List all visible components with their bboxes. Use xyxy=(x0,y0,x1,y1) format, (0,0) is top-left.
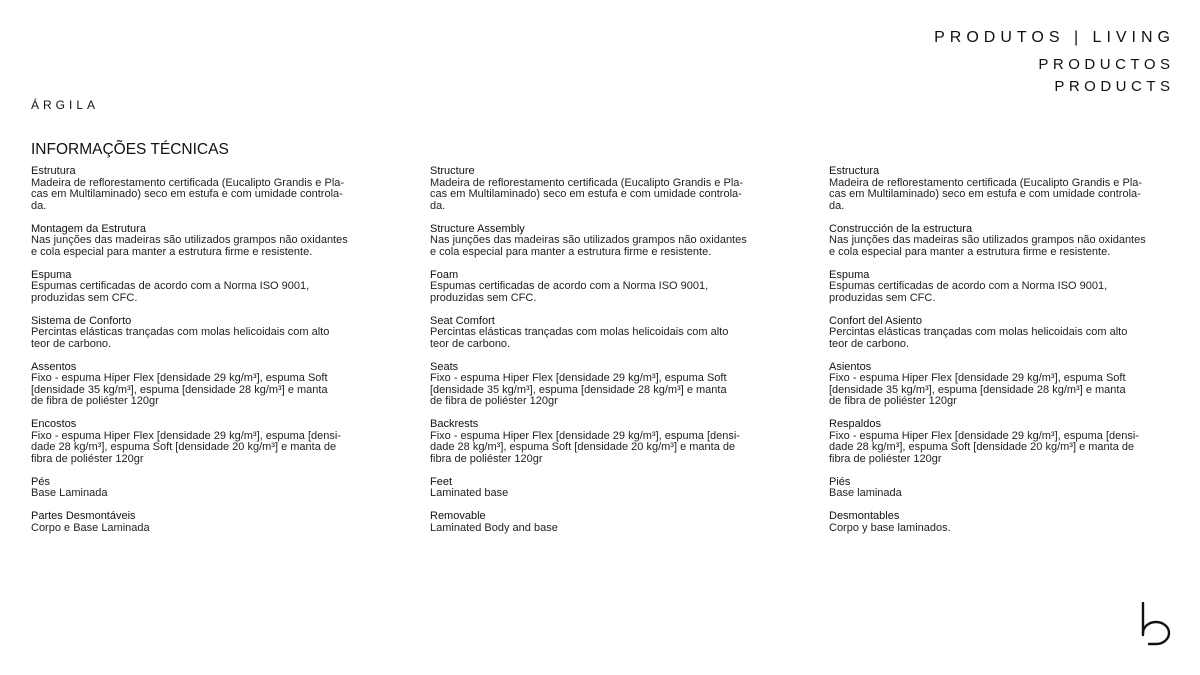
spec-item-foam xyxy=(430,270,775,305)
spec-item-seats xyxy=(430,362,775,408)
spec-text: Percintas elásticas trançadas com molas helicoidais com alto teor de carbono. xyxy=(430,326,729,350)
spec-item-structure xyxy=(31,166,376,212)
spec-text: Base Laminada xyxy=(31,487,108,499)
spec-title: Estrutura xyxy=(31,165,76,177)
spec-text: Fixo - espuma Hiper Flex [densidade 29 kg/m³], espuma [densi- dade 28 kg/m³], espuma Soft [densidade 20 kg/m³] e manta de fibra de poliéster 120gr xyxy=(829,429,1139,465)
spec-item-backrests xyxy=(430,419,775,465)
spec-item-comfort xyxy=(430,316,775,351)
category-title-es: PRODUCTOS xyxy=(1038,56,1175,73)
spec-title: Structure Assembly xyxy=(430,222,525,235)
spec-text: Madeira de reflorestamento certificada (Eucalipto Grandis e Pla- cas em Multilaminado) seco em estufa e com umidade controla- da. xyxy=(829,176,1143,212)
spec-item-removable xyxy=(31,511,376,534)
spec-text: Fixo - espuma Hiper Flex [densidade 29 kg/m³], espuma Soft [densidade 35 kg/m³], espuma [densidade 28 kg/m³] e manta de fibra de poliéster 120gr xyxy=(829,372,1126,407)
spec-text: Espumas certificadas de acordo com a Norma ISO 9001, produzidas sem CFC. xyxy=(829,280,1108,304)
spec-text: Corpo y base laminados. xyxy=(829,521,951,534)
spec-title: Piés xyxy=(829,475,851,488)
spec-text: Nas junções das madeiras são utilizados grampos não oxidantes e cola especial para manter a estrutura firme e resistente. xyxy=(31,234,348,258)
spec-text: Madeira de reflorestamento certificada (Eucalipto Grandis e Pla- cas em Multilaminado) seco em estufa e com umidade controla- da. xyxy=(31,176,345,212)
spec-title: Asientos xyxy=(829,360,872,373)
spec-title: Espuma xyxy=(829,268,870,281)
spec-item-feet xyxy=(31,477,376,500)
spec-title: Encostos xyxy=(31,418,77,430)
category-title: PRODUTOS | LIVING xyxy=(934,29,1175,46)
spec-title: Estructura xyxy=(829,165,880,177)
section-heading: INFORMAÇÕES TÉCNICAS xyxy=(31,141,229,158)
spec-title: Seats xyxy=(430,360,459,373)
page-header xyxy=(934,27,1175,98)
spec-item-seats xyxy=(31,362,376,408)
spec-title: Pés xyxy=(31,475,50,488)
specs-column-es xyxy=(829,166,1174,546)
specs-column-en xyxy=(430,166,775,546)
spec-title: Respaldos xyxy=(829,418,881,430)
brand-b-logo-icon xyxy=(1140,602,1172,646)
spec-title: Sistema de Conforto xyxy=(31,314,132,327)
spec-item-comfort xyxy=(31,316,376,351)
spec-item-feet xyxy=(829,477,1174,500)
spec-text: Fixo - espuma Hiper Flex [densidade 29 kg/m³], espuma [densi- dade 28 kg/m³], espuma Soft [densidade 20 kg/m³] e manta de fibra de poliéster 120gr xyxy=(430,429,740,465)
spec-text: Corpo e Base Laminada xyxy=(31,521,150,534)
spec-item-removable xyxy=(829,511,1174,534)
spec-text: Percintas elásticas trançadas com molas helicoidais com alto teor de carbono. xyxy=(829,326,1128,350)
spec-text: Nas junções das madeiras são utilizados grampos não oxidantes e cola especial para manter a estrutura firme e resistente. xyxy=(829,234,1146,258)
spec-text: Laminated base xyxy=(430,487,509,499)
spec-item-seats xyxy=(829,362,1174,408)
specs-column-pt xyxy=(31,166,376,546)
spec-text: Fixo - espuma Hiper Flex [densidade 29 kg/m³], espuma [densi- dade 28 kg/m³], espuma Soft [densidade 20 kg/m³] e manta de fibra de poliéster 120gr xyxy=(31,429,341,465)
spec-text: Espumas certificadas de acordo com a Norma ISO 9001, produzidas sem CFC. xyxy=(31,280,310,304)
spec-text: Fixo - espuma Hiper Flex [densidade 29 kg/m³], espuma Soft [densidade 35 kg/m³], espuma [densidade 28 kg/m³] e manta de fibra de poliéster 120gr xyxy=(31,372,328,407)
spec-title: Espuma xyxy=(31,268,72,281)
spec-item-foam xyxy=(829,270,1174,305)
spec-title: Montagem da Estrutura xyxy=(31,222,146,235)
spec-title: Seat Comfort xyxy=(430,314,495,327)
spec-title: Backrests xyxy=(430,418,479,430)
spec-title: Construcción de la estructura xyxy=(829,222,973,235)
spec-text: Base laminada xyxy=(829,487,902,499)
spec-item-feet xyxy=(430,477,775,500)
spec-text: Madeira de reflorestamento certificada (Eucalipto Grandis e Pla- cas em Multilaminado) seco em estufa e com umidade controla- da. xyxy=(430,176,744,212)
spec-title: Confort del Asiento xyxy=(829,314,922,327)
spec-item-structure xyxy=(430,166,775,212)
spec-item-comfort xyxy=(829,316,1174,351)
spec-item-assembly xyxy=(829,224,1174,259)
spec-title: Feet xyxy=(430,475,453,488)
product-name: ÁRGILA xyxy=(31,98,100,112)
category-title-en: PRODUCTS xyxy=(1054,78,1175,95)
spec-item-removable xyxy=(430,511,775,534)
spec-item-foam xyxy=(31,270,376,305)
spec-text: Fixo - espuma Hiper Flex [densidade 29 kg/m³], espuma Soft [densidade 35 kg/m³], espuma [densidade 28 kg/m³] e manta de fibra de poliéster 120gr xyxy=(430,372,727,407)
spec-text: Percintas elásticas trançadas com molas helicoidais com alto teor de carbono. xyxy=(31,326,330,350)
spec-text: Laminated Body and base xyxy=(430,521,558,534)
spec-title: Partes Desmontáveis xyxy=(31,510,136,522)
spec-title: Removable xyxy=(430,510,486,522)
spec-text: Espumas certificadas de acordo com a Norma ISO 9001, produzidas sem CFC. xyxy=(430,280,709,304)
spec-title: Foam xyxy=(430,268,459,281)
spec-title: Assentos xyxy=(31,360,77,373)
spec-item-assembly xyxy=(31,224,376,259)
spec-item-structure xyxy=(829,166,1174,212)
spec-text: Nas junções das madeiras são utilizados grampos não oxidantes e cola especial para manter a estrutura firme e resistente. xyxy=(430,234,747,258)
spec-title: Desmontables xyxy=(829,510,900,522)
spec-item-assembly xyxy=(430,224,775,259)
spec-item-backrests xyxy=(31,419,376,465)
spec-item-backrests xyxy=(829,419,1174,465)
spec-title: Structure xyxy=(430,165,475,177)
